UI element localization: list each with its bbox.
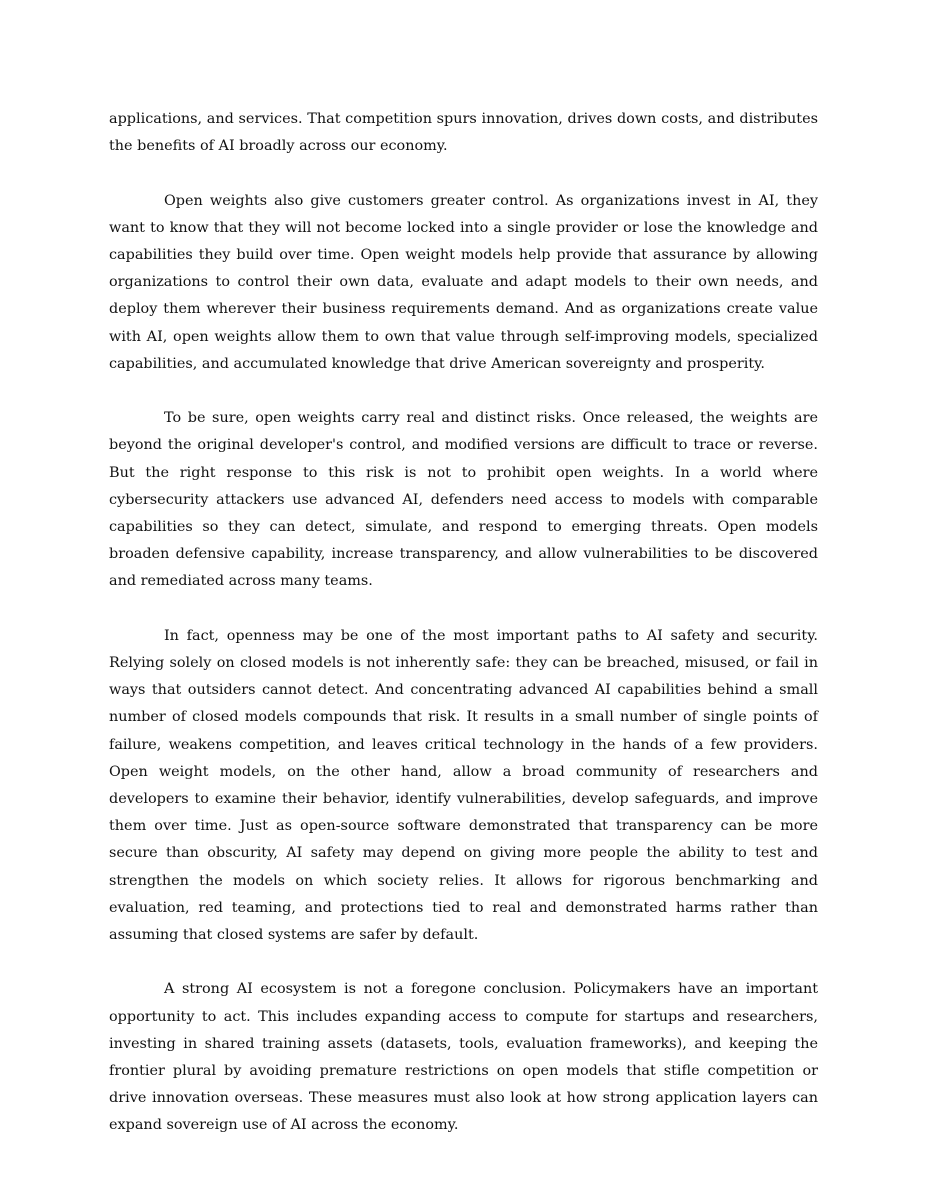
paragraph-competition-continued: applications, and services. That competition spurs innovation, drives down costs, and distributes the benefits of AI broadly across our economy. <box>109 111 818 155</box>
paragraph-policy: A strong AI ecosystem is not a foregone conclusion. Policymakers have an important opportunity to act. This includes expanding access to compute for startups and researchers, investing in shared training assets (datasets, tools, evaluation frameworks), and keeping the frontier plural by avoiding premature restrictions on open models that stifle competition or drive innovation overseas. These measures must also look at how strong application layers can expand sovereign use of AI across the economy. <box>109 981 818 1134</box>
document-page <box>109 106 818 1140</box>
paragraph-safety-security: In fact, openness may be one of the most important paths to AI safety and security. Relying solely on closed models is not inherently safe: they can be breached, misused, or fail in ways that outsiders cannot detect. And concentrating advanced AI capabilities behind a small number of closed models compounds that risk. It results in a small number of single points of failure, weakens competition, and leaves critical technology in the hands of a few providers. Open weight models, on the other hand, allow a broad community of researchers and developers to examine their behavior, identify vulnerabilities, develop safeguards, and improve them over time. Just as open-source software demonstrated that transparency can be more secure than obscurity, AI safety may depend on giving more people the ability to test and strengthen the models on which society relies. It allows for rigorous benchmarking and evaluation, red teaming, and protections tied to real and demonstrated harms rather than assuming that closed systems are safer by default. <box>109 627 818 944</box>
paragraph-customer-control: Open weights also give customers greater control. As organizations invest in AI, they want to know that they will not become locked into a single provider or lose the knowledge and capabilities they build over time. Open weight models help provide that assurance by allowing organizations to control their own data, evaluate and adapt models to their own needs, and deploy them wherever their business requirements demand. And as organizations create value with AI, open weights allow them to own that value through self-improving models, specialized capabilities, and accumulated knowledge that drive American sovereignty and prosperity. <box>109 192 818 372</box>
paragraph-risks: To be sure, open weights carry real and distinct risks. Once released, the weights are beyond the original developer's control, and modified versions are difficult to trace or reverse. But the right response to this risk is not to prohibit open weights. In a world where cybersecurity attackers use advanced AI, defenders need access to models with comparable capabilities so they can detect, simulate, and respond to emerging threats. Open models broaden defensive capability, increase transparency, and allow vulnerabilities to be discovered and remediated across many teams. <box>109 410 818 590</box>
